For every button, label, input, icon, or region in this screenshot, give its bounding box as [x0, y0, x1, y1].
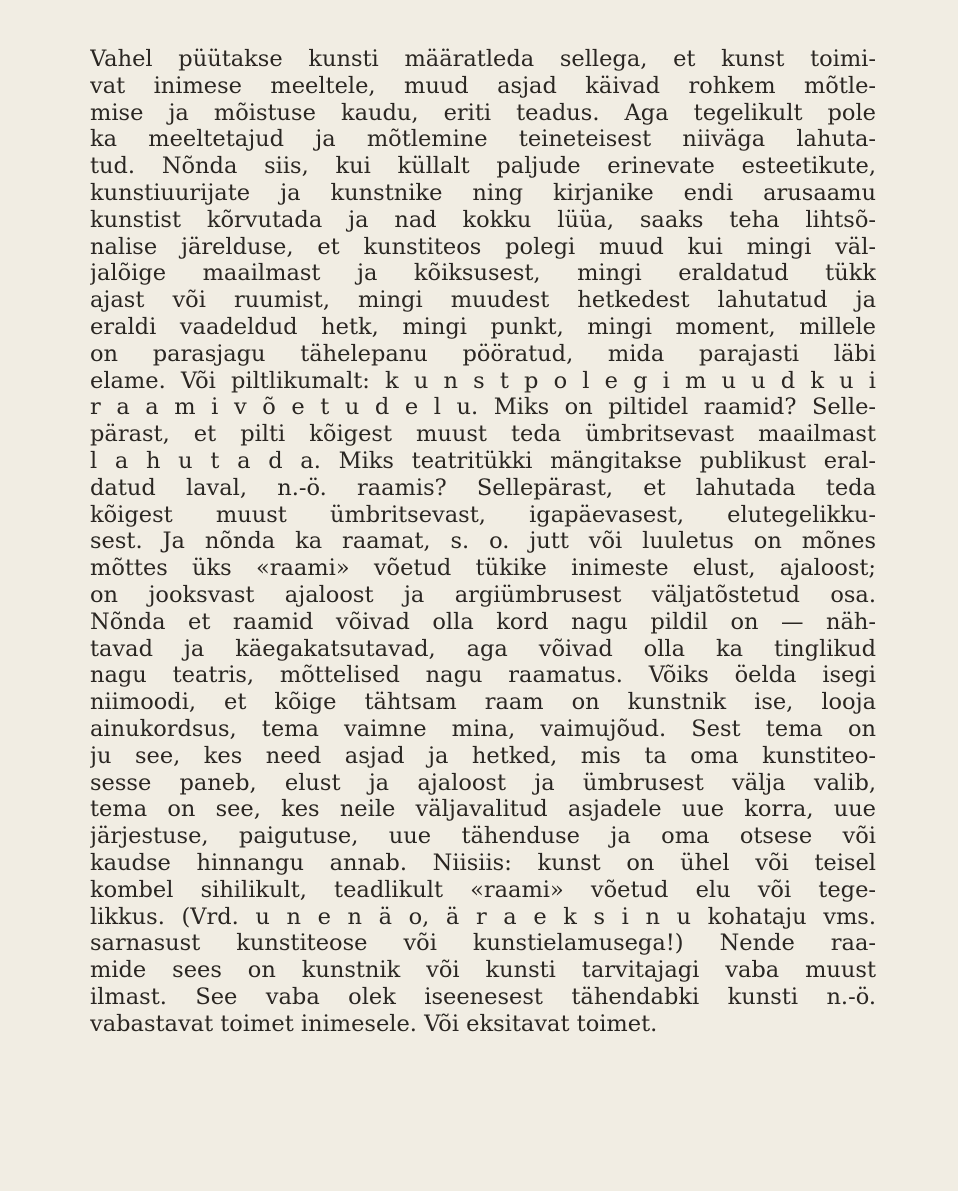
text-line: eraldi vaadeldud hetk, mingi punkt, mingi moment, millele	[90, 313, 876, 340]
text-line: kaudse hinnangu annab. Niisiis: kunst on ühel või teisel	[90, 849, 876, 876]
text-line: vabastavat toimet inimesele. Või eksitavat toimet.	[90, 1010, 658, 1037]
text-line: kombel sihilikult, teadlikult «raami» võetud elu või tege-	[90, 876, 876, 903]
text-line: likkus. (Vrd. u n e n ä o, ä r a e k s i n u kohataju vms.	[90, 903, 876, 930]
text-line: sarnasust kunstiteose või kunstielamusega!) Nende raa-	[90, 930, 876, 957]
text-line: sest. Ja nõnda ka raamat, s. o. jutt või luuletus on mõnes	[90, 528, 876, 555]
text-line: ajast või ruumist, mingi muudest hetkedest lahutatud ja	[90, 287, 876, 314]
text-line: järjestuse, paigutuse, uue tähenduse ja oma otsese või	[90, 823, 876, 850]
text-line: sesse paneb, elust ja ajaloost ja ümbrusest välja valib,	[90, 769, 876, 796]
text-line: elame. Või piltlikumalt: k u n s t p o l e g i m u u d k u i	[90, 367, 876, 394]
text-line: ka meeltetajud ja mõtlemine teineteisest niiväga lahuta-	[90, 126, 876, 153]
text-line: kunstiuurijate ja kunstnike ning kirjanike endi arusaamu	[90, 179, 876, 206]
text-line: Vahel püütakse kunsti määratleda sellega, et kunst toimi-	[90, 46, 876, 72]
text-line: r a a m i v õ e t u d e l u. Miks on piltidel raamid? Selle-	[90, 394, 876, 421]
text-line: on parasjagu tähelepanu pööratud, mida parajasti läbi	[90, 340, 876, 367]
text-line: tud. Nõnda siis, kui küllalt paljude erinevate esteetikute,	[90, 153, 876, 180]
text-line: l a h u t a d a. Miks teatritükki mängitakse publikust eral-	[90, 447, 876, 474]
text-line: mõttes üks «raami» võetud tükike inimeste elust, ajaloost;	[90, 555, 876, 582]
text-line: kunstist kõrvutada ja nad kokku lüüa, saaks teha lihtsõ-	[90, 206, 876, 233]
text-line: ju see, kes need asjad ja hetked, mis ta oma kunstiteo-	[90, 742, 876, 769]
text-line: nalise järelduse, et kunstiteos polegi muud kui mingi väl-	[90, 233, 876, 260]
text-line: niimoodi, et kõige tähtsam raam on kunstnik ise, looja	[90, 689, 876, 716]
text-line: mide sees on kunstnik või kunsti tarvitajagi vaba muust	[90, 957, 876, 984]
body-text	[90, 46, 876, 1037]
text-line: nagu teatris, mõttelised nagu raamatus. Võiks öelda isegi	[90, 662, 876, 689]
text-line: Nõnda et raamid võivad olla kord nagu pildil on — näh-	[90, 608, 876, 635]
text-line: ainukordsus, tema vaimne mina, vaimujõud. Sest tema on	[90, 715, 876, 742]
text-line: vat inimese meeltele, muud asjad käivad rohkem mõtle-	[90, 72, 876, 99]
text-line: kõigest muust ümbritsevast, igapäevasest, elutegelikku-	[90, 501, 876, 528]
text-line: jalõige maailmast ja kõiksusest, mingi eraldatud tükk	[90, 260, 876, 287]
text-line: datud laval, n.-ö. raamis? Sellepärast, et lahutada teda	[90, 474, 876, 501]
text-line: pärast, et pilti kõigest muust teda ümbritsevast maailmast	[90, 421, 876, 448]
text-line: on jooksvast ajaloost ja argiümbrusest väljatõstetud osa.	[90, 581, 876, 608]
text-line: mise ja mõistuse kaudu, eriti teadus. Aga tegelikult pole	[90, 99, 876, 126]
text-line: tavad ja käegakatsutavad, aga võivad olla ka tinglikud	[90, 635, 876, 662]
text-line: ilmast. See vaba olek iseenesest tähendabki kunsti n.-ö.	[90, 983, 876, 1010]
text-line: tema on see, kes neile väljavalitud asjadele uue korra, uue	[90, 796, 876, 823]
